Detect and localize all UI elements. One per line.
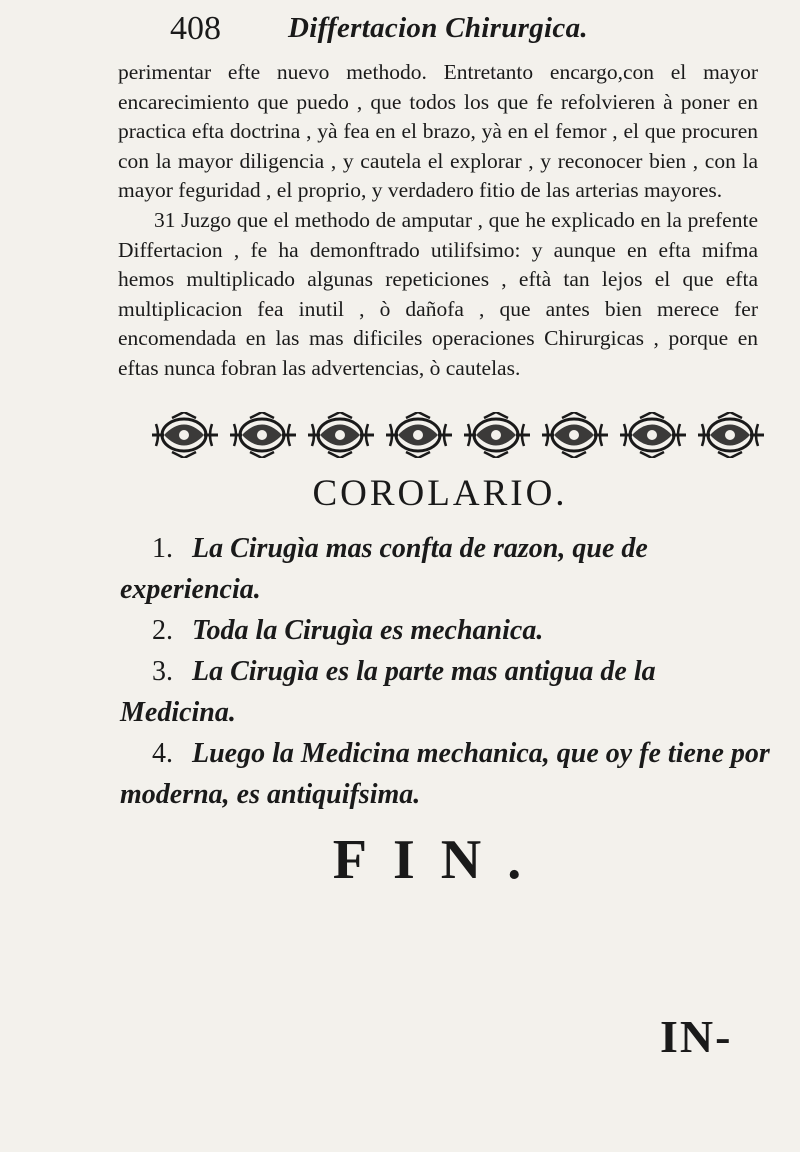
catchword: IN- — [660, 1011, 733, 1062]
paragraph-31-text: 31 Juzgo que el methodo de amputar , que he explicado en la prefente Differtacion , fe ha demonftrado utilifsimo: y aunque en efta mifma hemos multiplicado algunas repeticiones , eftà tan lejos el que efta multiplicacion fea inutil , ò dañofa , que antes bien merece fer encomendada en las mas dificiles operaciones Chirurgicas , porque en eftas nunca fobran las advertencias, ò cautelas. — [118, 207, 758, 380]
corollary-list — [120, 528, 770, 815]
corollary-number: 1. — [152, 533, 173, 564]
corollary-item — [120, 733, 770, 815]
corollary-text: La Cirugìa es la parte mas antigua de la Medicina. — [120, 656, 656, 728]
corollary-number: 2. — [152, 615, 173, 646]
body-text — [118, 58, 758, 384]
corollary-number: 4. — [152, 738, 173, 769]
corollary-number: 3. — [152, 656, 173, 687]
fin-mark: FIN. — [332, 829, 548, 891]
running-title: Differtacion Chirurgica. — [288, 12, 588, 44]
corollary-text: Luego la Medicina mechanica, que oy fe tiene por moderna, es antiquifsima. — [120, 738, 770, 810]
paragraph-31 — [118, 206, 758, 384]
running-head — [170, 10, 730, 54]
corollary-item — [120, 651, 770, 733]
corollary-item — [120, 610, 770, 651]
section-heading: COROLARIO. — [312, 473, 568, 514]
corollary-text: La Cirugìa mas confta de razon, que de experiencia. — [120, 533, 648, 605]
page-number: 408 — [170, 10, 221, 47]
corollary-text: Toda la Cirugìa es mechanica. — [192, 615, 544, 646]
fleuron-ornament — [150, 412, 778, 458]
corollary-item — [120, 528, 770, 610]
paragraph-continuation: perimentar efte nuevo methodo. Entretanto encargo,con el mayor encarecimiento que puedo , que todos los que fe refolvieren à poner en practica efta doctrina , yà fea en el brazo, yà en el femor , el que procuren con la mayor diligencia , y cautela el explorar , y reconocer bien , con la mayor feguridad , el proprio, y verdadero fitio de las arterias mayores. — [118, 60, 758, 203]
